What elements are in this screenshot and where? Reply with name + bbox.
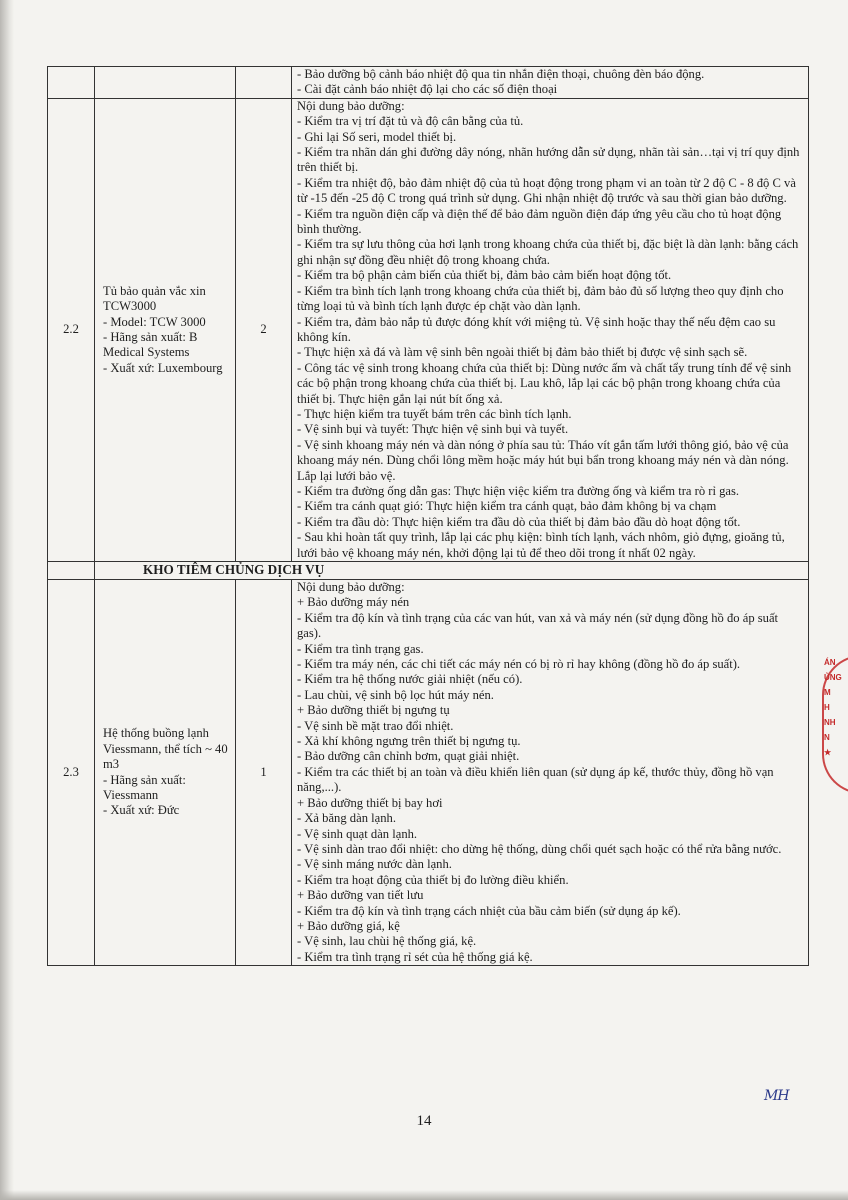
content-line: + Bảo dưỡng máy nén — [297, 595, 410, 610]
content-line: - Kiểm tra bình tích lạnh trong khoang chứa của thiết bị, đảm bảo đủ số lượng theo quy định cho từng loại tủ và bình tích lạnh được ép chặt vào dàn lạnh. — [297, 283, 784, 314]
content-line: - Kiểm tra các thiết bị an toàn và điều khiển liên quan (sử dụng áp kế, thước thủy, đồng hồ vạn năng,...). — [297, 764, 774, 795]
scan-shadow-left — [0, 0, 14, 1200]
stamp-text-line: ÁN — [824, 658, 836, 667]
content-line: Nội dung bảo dưỡng: — [297, 580, 405, 594]
content-line: + Bảo dưỡng thiết bị ngưng tụ — [297, 703, 450, 718]
content-line: - Công tác vệ sinh trong khoang chứa của thiết bị: Dùng nước ấm và chất tẩy trung tính để vệ sinh các bộ phận trong khoang chứa của thiết bị. Lau khô, lắp lại các bộ phận trong khoang chứa của thiết bị. Thực hiện gắn lại nút bít ống xả. — [297, 360, 792, 406]
stamp-text-line: NH — [824, 718, 836, 727]
content-line: - Kiểm tra độ kín và tình trạng của các van hút, van xả và máy nén (sử dụng đồng hồ đo áp suất gas). — [297, 610, 779, 641]
quantity-cell: 1 — [236, 580, 292, 966]
content-line: + Bảo dưỡng van tiết lưu — [297, 888, 424, 903]
stamp-text-line: N — [824, 733, 830, 742]
content-line: - Bảo dưỡng cân chỉnh bơm, quạt giải nhiệt. — [297, 749, 520, 764]
content-line: - Kiểm tra máy nén, các chi tiết các máy nén có bị rò rỉ hay không (đồng hồ đo áp suất). — [297, 657, 741, 672]
content-line: - Vệ sinh, lau chùi hệ thống giá, kệ. — [297, 934, 477, 949]
content-line: - Lau chùi, vệ sinh bộ lọc hút máy nén. — [297, 687, 494, 702]
content-line: - Kiểm tra đường ống dẫn gas: Thực hiện việc kiểm tra đường ống và kiểm tra rò rỉ gas. — [297, 483, 740, 498]
stamp-text-line: M — [824, 688, 831, 697]
content-line: - Kiểm tra hệ thống nước giải nhiệt (nếu có). — [297, 672, 523, 687]
section-number-cell — [48, 562, 95, 580]
device-name: Hệ thống buồng lạnh Viessmann, thể tích ~ 40 m3 — [103, 726, 228, 772]
content-line: - Cài đặt cảnh báo nhiệt độ lại cho các số điện thoại — [297, 82, 558, 97]
content-line: - Kiểm tra hoạt động của thiết bị đo lường điều khiển. — [297, 872, 569, 887]
content-line: - Xả khí không ngưng trên thiết bị ngưng tụ. — [297, 734, 521, 749]
quantity-cell: 2 — [236, 98, 292, 561]
content-line: - Vệ sinh dàn trao đổi nhiệt: cho dừng hệ thống, dùng chổi quét sạch hoặc có thể rửa bằng nước. — [297, 841, 782, 856]
content-line: - Kiểm tra sự lưu thông của hơi lạnh trong khoang chứa của thiết bị, đặc biệt là dàn lạnh: bằng cách ghi nhận sự đồng đều nhiệt độ trong khoang chứa. — [297, 237, 799, 267]
content-line: - Vệ sinh bụi và tuyết: Thực hiện vệ sinh bụi và tuyết. — [297, 422, 569, 437]
content-line: - Kiểm tra, đảm bảo nắp tủ được đóng khít với miệng tủ. Vệ sinh hoặc thay thế nếu đệm cao su không kín. — [297, 314, 776, 344]
page-number: 14 — [416, 1113, 432, 1129]
device-name-cell — [95, 580, 236, 966]
section-header-row — [48, 562, 809, 580]
row-number — [48, 67, 95, 99]
table-row — [48, 67, 809, 99]
content-line: Nội dung bảo dưỡng: — [297, 98, 405, 113]
section-title: KHO TIÊM CHỦNG DỊCH VỤ — [95, 562, 809, 580]
content-line: - Kiểm tra cánh quạt gió: Thực hiện kiểm tra cánh quạt, bảo đảm không bị va chạm — [297, 499, 717, 514]
maintenance-table — [47, 66, 809, 966]
content-line: + Bảo dưỡng thiết bị bay hơi — [297, 795, 443, 810]
table-row — [48, 98, 809, 561]
content-cell — [292, 67, 809, 99]
content-line: - Kiểm tra nhãn dán ghi đường dây nóng, nhãn hướng dẫn sử dụng, nhãn tài sản…tại vị trí quy định trên thiết bị. — [297, 145, 800, 175]
device-name-cell — [95, 67, 236, 99]
content-line: - Sau khi hoàn tất quy trình, lắp lại các phụ kiện: bình tích lạnh, vách nhôm, giỏ đựng, gioăng tủ, lưới bảo vệ khoang máy nén, khởi động lại tủ để theo dõi trong ít nhất 02 ngày. — [297, 530, 785, 560]
device-name-cell — [95, 98, 236, 561]
content-line: - Kiểm tra tình trạng gas. — [297, 641, 424, 656]
stamp-text-line: ỦNG — [824, 673, 842, 682]
content-line: - Kiểm tra tình trạng rỉ sét của hệ thống giá kệ. — [297, 949, 533, 964]
content-cell — [292, 580, 809, 966]
stamp-star-icon: ★ — [824, 748, 832, 757]
device-origin: - Xuất xứ: Luxembourg — [103, 360, 223, 375]
content-line: - Ghi lại Số seri, model thiết bị. — [297, 129, 457, 144]
table-row — [48, 580, 809, 966]
row-number: 2.3 — [48, 580, 95, 966]
content-line: + Bảo dưỡng giá, kệ — [297, 918, 400, 933]
content-line: - Vệ sinh quạt dàn lạnh. — [297, 826, 418, 841]
content-line: - Kiểm tra nguồn điện cấp và điện thế để bảo đảm nguồn điện đáp ứng yêu cầu cho tủ hoạt động bình thường. — [297, 206, 782, 237]
content-line: - Vệ sinh khoang máy nén và dàn nóng ở phía sau tủ: Tháo vít gắn tấm lưới thông gió, bảo vệ của khoang máy nén. Dùng chổi lông mềm hoặc máy hút bụi bẩn trong khoang máy nén và dàn nóng. Lắp lại lưới bảo vệ. — [297, 437, 789, 483]
stamp-text-line: H — [824, 703, 830, 712]
handwritten-initials: MH — [764, 1088, 789, 1104]
content-line: - Kiểm tra độ kín và tình trạng cách nhiệt của bầu cảm biến (sử dụng áp kế). — [297, 903, 681, 918]
content-line: - Kiểm tra bộ phận cảm biến của thiết bị, đảm bảo cảm biến hoạt động tốt. — [297, 268, 672, 283]
device-origin: - Xuất xứ: Đức — [103, 803, 180, 818]
content-line: - Vệ sinh bề mặt trao đổi nhiệt. — [297, 718, 454, 733]
content-line: - Kiểm tra nhiệt độ, bảo đảm nhiệt độ của tủ hoạt động trong phạm vi an toàn từ 2 độ C - 8 độ C và từ -15 đến -25 độ C trong quá trình sử dụng. Ghi nhận nhiệt độ trước và sau thời gian bảo dưỡng. — [297, 175, 796, 206]
content-line: - Bảo dưỡng bộ cảnh báo nhiệt độ qua tin nhắn điện thoại, chuông đèn báo động. — [297, 67, 705, 81]
content-line: - Xả băng dàn lạnh. — [297, 811, 396, 826]
content-line: - Thực hiện xả đá và làm vệ sinh bên ngoài thiết bị đảm bảo thiết bị được vệ sinh sạch sẽ. — [297, 345, 748, 360]
device-manufacturer: - Hãng sản xuất: B Medical Systems — [103, 329, 198, 360]
device-manufacturer: - Hãng sản xuất: Viessmann — [103, 772, 186, 802]
content-line: - Kiểm tra vị trí đặt tủ và độ cân bằng của tủ. — [297, 114, 524, 129]
row-number: 2.2 — [48, 98, 95, 561]
content-cell — [292, 98, 809, 561]
quantity-cell — [236, 67, 292, 99]
content-line: - Kiểm tra đầu dò: Thực hiện kiểm tra đầu dò của thiết bị đảm bảo đầu dò hoạt động tốt. — [297, 514, 741, 529]
device-model: - Model: TCW 3000 — [103, 314, 206, 329]
device-name: Tủ bảo quản vắc xin TCW3000 — [103, 283, 206, 314]
content-line: - Thực hiện kiểm tra tuyết bám trên các bình tích lạnh. — [297, 406, 572, 421]
content-line: - Vệ sinh máng nước dàn lạnh. — [297, 857, 452, 872]
red-stamp-text — [824, 655, 848, 785]
scan-shadow-bottom — [0, 1190, 848, 1200]
